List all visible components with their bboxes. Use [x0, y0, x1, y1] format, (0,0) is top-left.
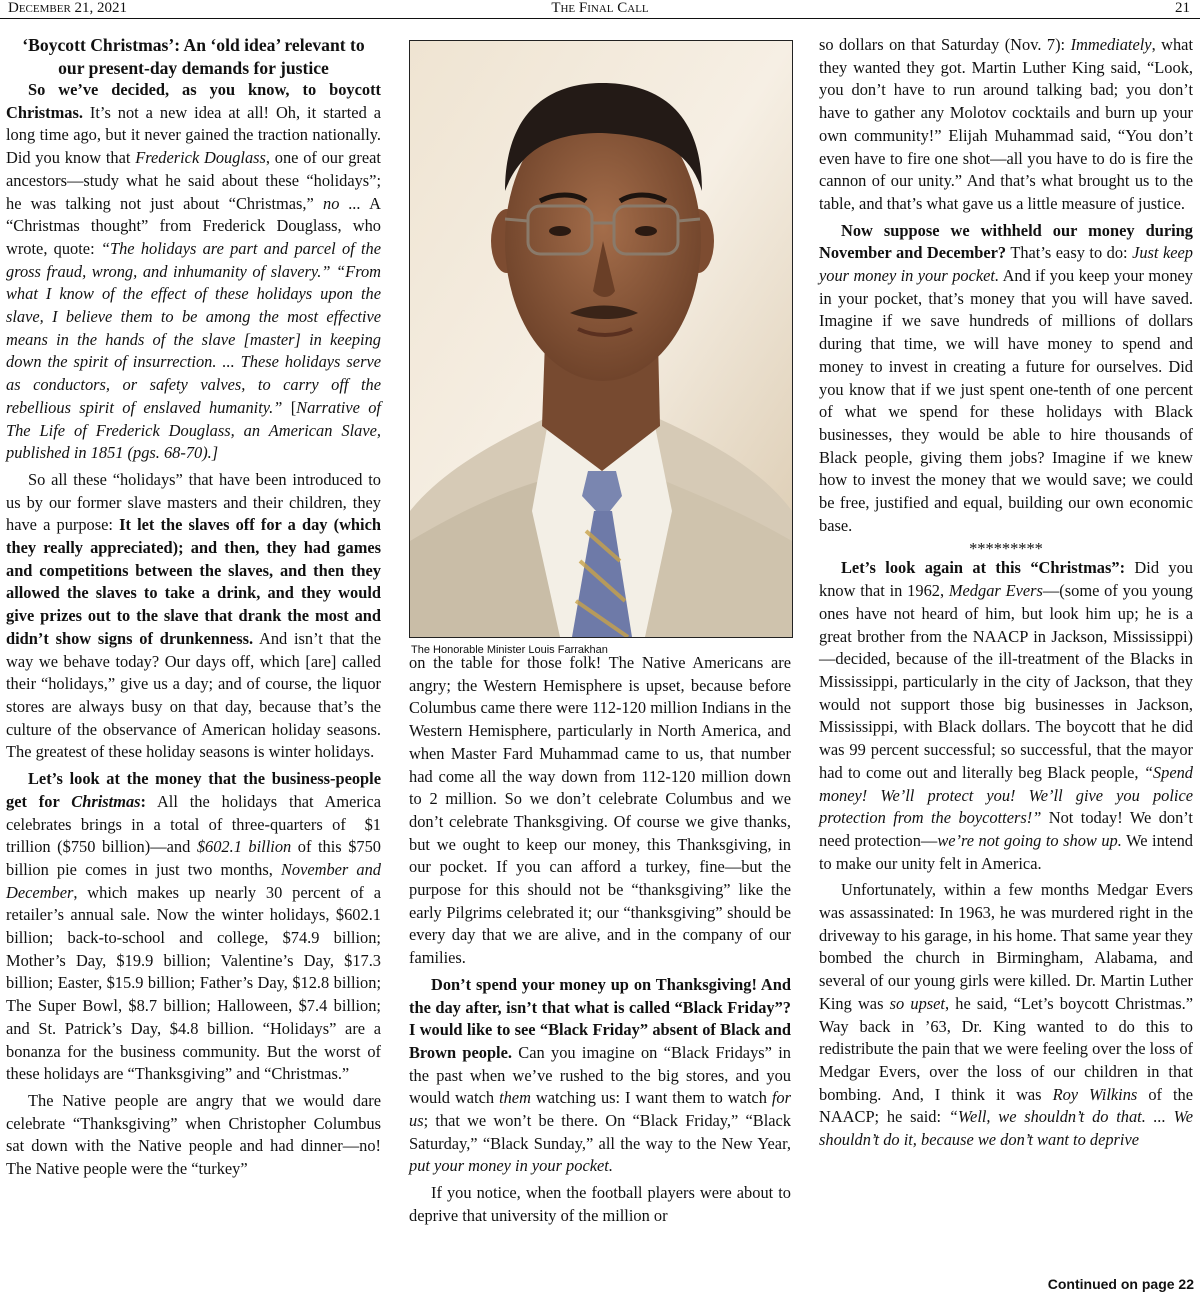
paragraph: on the table for those folk! The Native Americans are angry; the Western Hemisphere is upset, because before Columbus came there were 112-120 million Indians in the Western Hemisphere, particularly in North America, and when Master Fard Muhammad came to us, that number had come all the way down from 112-120 million down to 2 million. So we don’t celebrate Columbus and we don’t celebrate Thanksgiving. Of course we give thanks, but we ought to keep our money, this Thanksgiving, in our pocket. If you can afford a turkey, fine—but the purpose for this should not be “thanksgiving” like the early Pilgrims celebrated it; our “thanksgiving” should be every day that we are alive, and in the company of our families. [409, 653, 791, 968]
paragraph: so dollars on that Saturday (Nov. 7): Immediately, what they wanted they got. Martin Luther King said, “Look, you don’t have to run around talking bad; you don’t have to gather any Molotov cocktails and burn up your own community!” Elijah Muhammad said, “You don’t even have to fire one shot—all you have to do is fire the cannon of our unity.” And that’s what brought us to the table, and that’s what gave us a little measure of justice. [819, 35, 1193, 213]
article-headline: ‘Boycott Christmas’: An ‘old idea’ relevant to our present-day demands for justice [22, 35, 365, 78]
paragraph: Unfortunately, within a few months Medgar Evers was assassinated: In 1963, he was murdered right in the driveway to his garage, in his home. That same year they bombed the church in Birmingham, Alabama, and several of our young girls were killed. Dr. Martin Luther King was so upset, he said, “Let’s boycott Christmas.” Way back in ’63, Dr. King wanted to do this to redistribute the pain that we were feeling over the loss of Medgar Evers, over the loss of our children in that bombing. And, I think it was Roy Wilkins of the NAACP; he said: “Well, we shouldn’t do that. ... We shouldn’t do it, because we don’t want to deprive [819, 880, 1193, 1150]
paragraph: The Native people are angry that we would dare celebrate “Thanksgiving” when Christopher Columbus sat down with the Native people and had dinner—no! The Native people were the “turkey” [6, 1090, 381, 1179]
article-column-1 [6, 34, 381, 1185]
page-number: 21 [1175, 0, 1190, 16]
paragraph: Now suppose we withheld our money during November and December? That’s easy to do: Just keep your money in your pocket. And if you keep your money in your pocket, that’s money that you will have saved. Imagine if we save hundreds of millions of dollars during that time, we will have money to spend and money to invest in creating a future for ourselves. Did you know that if we just spent one-tenth of one percent of what we spend for these holidays with Black businesses, they would be able to hire thousands of Black people, giving them jobs? Imagine if we knew how to invest the money that we would save; we could be free, justified and equal, building our own economic base. [819, 220, 1194, 535]
page-header [0, 0, 1200, 19]
photo-caption: The Honorable Minister Louis Farrakhan [411, 644, 608, 656]
paragraph: So all these “holidays” that have been introduced to us by our former slave masters and their children, they have a purpose: It let the slaves off for a day (which they really appreciated); and then, they had games and competitions between the slaves, and then they allowed the slaves to take a drink, and they would give prizes out to the slave that drank the most and didn’t show signs of drunkenness. And isn’t that the way we behave today? Our days off, which [are] called their “holidays,” give us a day; and of course, the liquor stores are always busy on that day, because that’s the culture of the observance of American holiday seasons. The greatest of these holiday seasons is winter holidays. [6, 469, 381, 762]
issue-date: December 21, 2021 [8, 0, 128, 16]
portrait-photo [409, 40, 793, 638]
paragraph: If you notice, when the football players were about to deprive that university of the million or [409, 1183, 791, 1225]
continued-notice: Continued on page 22 [1047, 1276, 1194, 1292]
portrait-illustration [410, 41, 792, 637]
section-separator: ********* [969, 539, 1043, 559]
article-column-3 [819, 34, 1193, 1156]
paragraph: Let’s look at the money that the business-people get for Christmas: All the holidays that America celebrates brings in a total of three-quarters of $1 trillion ($750 billion)—and $602.1 billion of this $750 billion pie comes in just two months, November and December, which makes up nearly 30 percent of a retailer’s annual sale. Now the winter holidays, $602.1 billion; back-to-school and college, $74.9 billion; Mother’s Day, $19.9 billion; Valentine’s Day, $17.3 billion; Easter, $15.9 billion; Father’s Day, $12.8 billion; The Super Bowl, $8.7 billion; Halloween, $7.4 billion; and St. Patrick’s Day, $4.8 billion. “Holidays” are a bonanza for the business community. But the worst of these holidays are “Thanksgiving” and “Christmas.” [6, 769, 382, 1084]
paragraph: Don’t spend your money up on Thanksgiving! And the day after, isn’t that what is called “Black Friday”? I would like to see “Black Friday” absent of Black and Brown people. Can you imagine on “Black Fridays” in the past when we’ve rushed to the big stores, and you would watch them watching us: I want them to watch for us; that we won’t be there. On “Black Friday,” “Black Saturday,” “Black Sunday,” all the way to the New Year, put your money in your pocket. [409, 974, 792, 1176]
article-column-2 [409, 652, 791, 1232]
paragraph: So we’ve decided, as you know, to boycott Christmas. It’s not a new idea at all! Oh, it started a long time ago, but it never gained the traction nationally. Did you know that Frederick Douglass, one of our great ancestors—study what he said about these “holidays”; he was talking not just about “Christmas,” no ... A “Christmas thought” from Frederick Douglass, who wrote, quote: “The holidays are part and parcel of the gross fraud, wrong, and inhumanity of slavery.” “From what I know of the effect of these holidays upon the slave, I believe them to be among the most effective means in the hands of the slave [master] in keeping down the spirit of insurrection. ... These holidays serve as conductors, or safety valves, to carry off the rebellious spirit of enslaved humanity.” [Narrative of The Life of Frederick Douglass, an American Slave, published in 1851 (pgs. 68-70).] [6, 80, 381, 463]
paragraph: Let’s look again at this “Christmas”: Did you know that in 1962, Medgar Evers—(some of you young ones have not heard of him, but look him up; he is a great brother from the NAACP in Jackson, Mississippi)—decided, because of the ill-treatment of the Blacks in Mississippi, particularly in the city of Jackson, that they would not support those big businesses in Jackson, Mississippi, with Black dollars. The boycott that he did was 99 percent successful; so successful, that the mayor had to come out and literally beg Black people, “Spend money! We’ll protect you! We’ll give you police protection from the boycotters!” Not today! We don’t need protection—we’re not going to show up. We intend to make our unity felt in America. [819, 558, 1193, 873]
publication-name: The Final Call [551, 0, 649, 16]
